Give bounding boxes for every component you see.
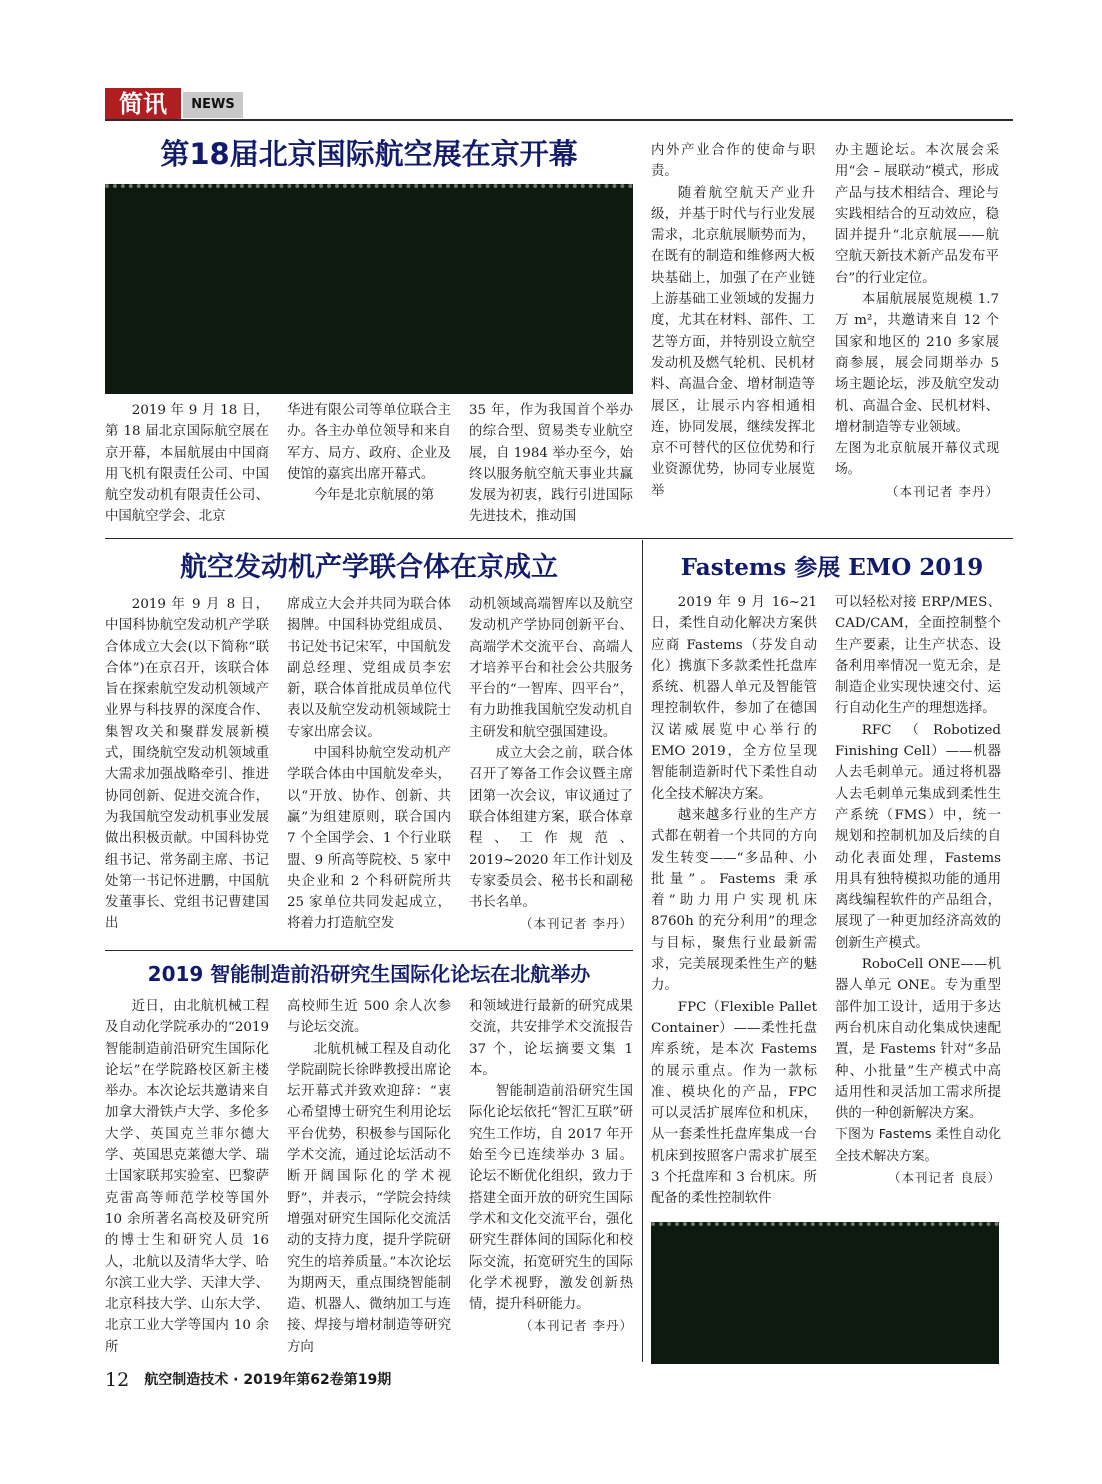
article2-col2: [287, 594, 451, 944]
article3-col1: [105, 996, 269, 1362]
article2-col1: [105, 594, 269, 944]
article1-col1: [105, 400, 269, 530]
article1-col5-text-a: 办主题论坛。本次展会采用“会 – 展联动”模式，形成产品与技术相结合、理论与实践相结合的互动效应，稳固并提升“北京航展——航空航天新技术新产品发布平台”的行业定位。: [835, 143, 999, 286]
article1-col1-text: 2019 年 9 月 18 日，第 18 届北京国际航空展在京开幕，本届航展由中国商用飞机有限责任公司、中国航空发动机有限责任公司、中国航空学会、北京: [105, 403, 269, 525]
article3-col2-text-a: 高校师生近 500 余人次参与论坛交流。: [287, 999, 451, 1036]
article4-col1-text-b: 越来越多行业的生产方式都在朝着一个共同的方向发生转变——“多品种、小批量”。Fastems 秉承着“助力用户实现机床 8760h 的充分利用”的理念与目标，聚焦行业最新需求，完美展现柔性生产的魅力。: [651, 807, 817, 994]
article1-col5: [835, 140, 999, 532]
article4-col2-text-a: 可以轻松对接 ERP/MES、CAD/CAM，全面控制整个生产要素，让生产状态、设备利用率情况一览无余，是制造企业实现快速交付、运行自动化生产的理想选择。: [835, 595, 1001, 717]
article1-title: 第18届北京国际航空展在京开幕: [160, 137, 578, 171]
article4-photo: [651, 1222, 999, 1364]
article1-col5-text-b: 本届航展展览规模 1.7 万 m²，共邀请来自 12 个国家和地区的 210 多家展商参展，展会同期举办 5 场主题论坛，涉及航空发动机、高温合金、民机材料、增材制造等专业领域。: [835, 292, 999, 435]
article4-col2-text-c: RoboCell ONE——机器人单元 ONE。专为重型部件加工设计，适用于多达两台机床自动化集成快速配置，是 Fastems 针对“多品种、小批量”生产模式中高适用性和灵活加工需求所提供的一种创新解决方案。: [835, 957, 1001, 1122]
article1-caption: 左图为北京航展开幕仪式现场。: [835, 441, 999, 478]
article4-col2-text-b: RFC（Robotized Finishing Cell）——机器人去毛刺单元。通过将机器人去毛刺单元集成到柔性生产系统（FMS）中，统一规划和控制机加及后续的自动化表面处理，Fastems 用具有独特模拟功能的通用离线编程软件的产品组合，展现了一种更加经济高效的创新生产模式。: [835, 722, 1001, 951]
article1-col2-text-b: 今年是北京航展的第: [313, 488, 435, 504]
article3-title: 2019 智能制造前沿研究生国际化论坛在北航举办: [147, 962, 591, 986]
article4-title: Fastems 参展 EMO 2019: [680, 554, 984, 581]
article1-col4: [651, 140, 815, 532]
article1-credit: （本刊记者 李丹）: [886, 483, 999, 499]
article3-col3-text-b: 智能制造前沿研究生国际化论坛依托“智汇互联”研究生工作坊，自 2017 年开始至今已连续举办 3 届。论坛不断优化组织，致力于搭建全面开放的研究生国际学术和文化交流平台，强化研究生群体间的国际化和校际交流，拓宽研究生的国际化学术视野，激发创新热情，提升科研能力。: [469, 1084, 633, 1313]
article2-col1-text: 2019 年 9 月 8 日，中国科协航空发动机产学联合体成立大会(以下简称“联合体”)在京召开，该联合体旨在探索航空发动机领域产业界与科技界的深度合作、集智攻关和聚群发展新模式，围绕航空发动机领域重大需求加强战略牵引、推进协同创新、促进交流合作，为我国航空发动机事业发展做出积极贡献。中国科协党组书记、常务副主席、书记处第一书记怀进鹏，中国航发董事长、党组书记曹建国出: [105, 597, 269, 932]
section-cn-label: 简讯: [105, 88, 181, 120]
article4-credit: （本刊记者 良辰）: [888, 1170, 1001, 1186]
article4-col2: [835, 592, 1001, 1220]
article3-col2-text-b: 北航机械工程及自动化学院副院长徐晔教授出席论坛开幕式并致欢迎辞：“衷心希望博士研究生利用论坛平台优势，积极参与国际化学术交流，通过论坛活动不断开阔国际化的学术视野”，并表示，“学院会持续增强对研究生国际化交流活动的支持力度，提升学院研究生的培养质量。”本次论坛为期两天，重点围绕智能制造、机器人、微纳加工与连接、焊接与增材制造等研究方向: [287, 1041, 451, 1355]
article3-col3-text-a: 和领域进行最新的研究成果交流，共安排学术交流报告 37 个，论坛摘要文集 1 本。: [469, 999, 633, 1078]
article2-col2-text-b: 中国科协航空发动机产学联合体由中国航发牵头，以“开放、协作、创新、共赢”为组建原则，联合国内 7 个全国学会、1 个行业联盟、9 所高等院校、5 家中央企业和 2 个科研院所共 25 家单位共同发起成立，将着力打造航空发: [287, 746, 451, 932]
article3-col3: [469, 996, 633, 1362]
article2-bottom-rule: [105, 950, 633, 951]
article2-col2-text-a: 席成立大会并共同为联合体揭牌。中国科协党组成员、书记处书记宋军，中国航发副总经理、党组成员李宏新，联合体首批成员单位代表以及航空发动机领域院士专家出席会议。: [287, 597, 451, 740]
article1-col4-text-b: 随着航空航天产业升级，并基于时代与行业发展需求，北京航展顺势而为，在既有的制造和维修两大板块基础上，加强了在产业链上游基础工业领域的发掘力度，尤其在材料、部件、工艺等方面，并特别设立航空发动机及燃气轮机、民机材料、高温合金、增材制造等展区，让展示内容相通相连，协同发展，继续发挥北京不可替代的区位优势和行业资源优势，协同专业展览举: [651, 185, 815, 499]
article1-col3: [469, 400, 633, 530]
article2-credit: （本刊记者 李丹）: [520, 916, 633, 932]
article2-col3: [469, 594, 633, 944]
article1-col2-text-a: 华进有限公司等单位联合主办。各主办单位领导和来自军方、局方、政府、企业及使馆的嘉宾出席开幕式。: [287, 403, 451, 482]
article4-caption: 下图为 Fastems 柔性自动化全技术解决方案。: [835, 1127, 1001, 1164]
article3-col1-text: 近日，由北航机械工程及自动化学院承办的“2019 智能制造前沿研究生国际化论坛”在学院路校区新主楼举办。本次论坛共邀请来自加拿大滑铁卢大学、多伦多大学、英国克兰菲尔德大学、英国思克莱德大学、瑞士国家联邦实验室、巴黎萨克雷高等师范学校等国外 10 余所著名高校及研究所的博士生和研究人员 16 人，北航以及清华大学、哈尔滨工业大学、天津大学、北京科技大学、山东大学、北京工业大学等国内 10 余所: [105, 999, 269, 1355]
article2-col3-text-b: 成立大会之前，联合体召开了筹备工作会议暨主席团第一次会议，审议通过了联合体组建方案，联合体章程、工作规范、2019~2020 年工作计划及专家委员会、秘书长和副秘书长名单。: [469, 746, 633, 911]
article2-col3-text-a: 动机领域高端智库以及航空发动机产学协同创新平台、高端学术交流平台、高端人才培养平台和社会公共服务平台的“一智库、四平台”，有力助推我国航空发动机自主研发和航空强国建设。: [469, 597, 633, 740]
article2-title: 航空发动机产学联合体在京成立: [180, 552, 558, 583]
footer: [105, 1366, 705, 1394]
article4-col1-text-c: FPC（Flexible Pallet Container）——柔性托盘库系统，是本次 Fastems 的展示重点。作为一款标准、模块化的产品，FPC 可以灵活扩展库位和机床，从一套柔性托盘库集成一台机床到按照客户需求扩展至 3 个托盘库和 3 台机床。所配备的柔性控制软件: [651, 999, 817, 1207]
article1-col4-text-a: 内外产业合作的使命与职责。: [651, 143, 815, 180]
article4-col1: [651, 592, 817, 1220]
article1-col3-text: 35 年，作为我国首个举办的综合型、贸易类专业航空展，自 1984 举办至今，始终以服务航空航天事业共赢发展为初衷，践行引进国际先进技术，推动国: [469, 403, 633, 525]
article4-col1-text-a: 2019 年 9 月 16~21 日，柔性自动化解决方案供应商 Fastems（芬发自动化）携旗下多款柔性托盘库系统、机器人单元及智能管理控制软件，参加了在德国汉诺威展览中心举行的 EMO 2019，全方位呈现智能制造新时代下柔性自动化全技术解决方案。: [651, 595, 817, 802]
article1-col2: [287, 400, 451, 530]
column-divider: [642, 540, 643, 1362]
article3-col2: [287, 996, 451, 1362]
article1-photo: [105, 184, 633, 394]
section-badge: [105, 88, 245, 120]
article3-credit: （本刊记者 李丹）: [520, 1318, 633, 1334]
header-rule: [105, 119, 1013, 121]
journal-name: 航空制造技术 · 2019年第62卷第19期: [144, 1372, 392, 1388]
section-en-label: NEWS: [183, 92, 243, 118]
page-number: 12: [105, 1369, 130, 1391]
article1-bottom-rule: [105, 538, 1013, 539]
